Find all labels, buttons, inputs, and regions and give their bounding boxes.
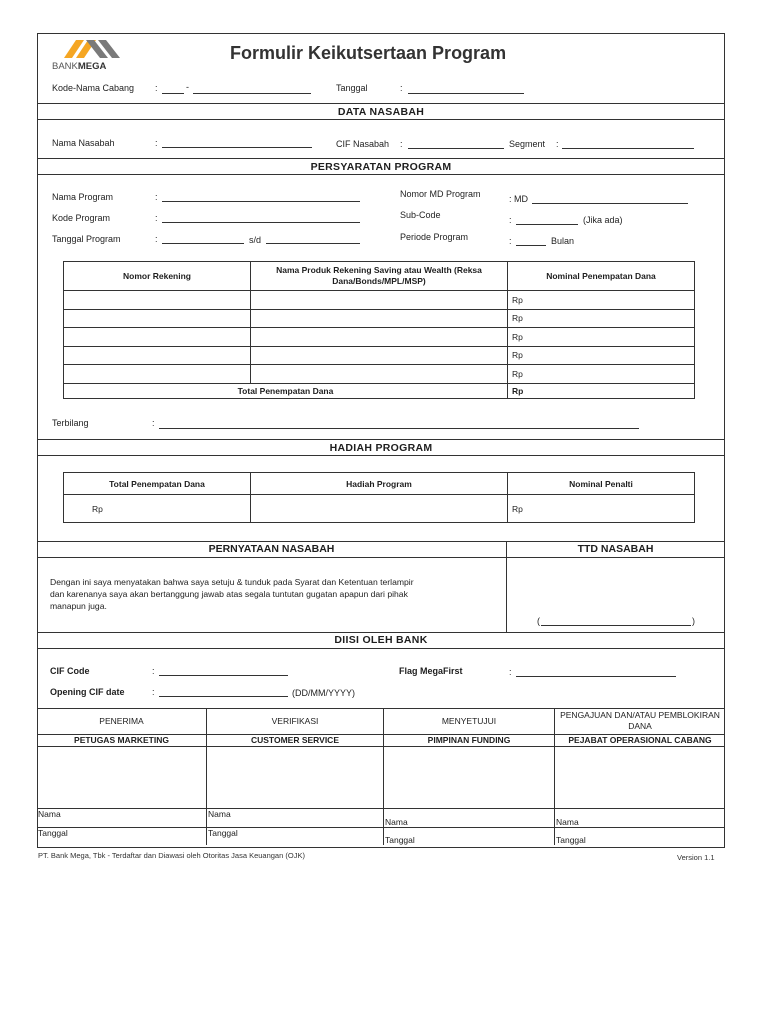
officer-operational: PEJABAT OPERASIONAL CABANG — [555, 734, 726, 746]
md-prefix: : MD — [509, 194, 528, 204]
account-cell[interactable] — [64, 346, 251, 365]
col-account-number: Nomor Rekening — [64, 262, 251, 291]
period-field[interactable] — [516, 245, 546, 246]
program-code-colon: : — [155, 213, 158, 223]
header-date-colon: : — [400, 83, 403, 93]
divider — [37, 119, 725, 120]
flag-megafirst-label: Flag MegaFirst — [399, 666, 463, 676]
accounts-table-header — [64, 262, 695, 291]
signature-box[interactable] — [37, 746, 207, 808]
amount-cell[interactable]: Rp — [508, 346, 695, 365]
date-cell[interactable]: Tanggal — [207, 827, 384, 845]
officer-marketing: PETUGAS MARKETING — [37, 734, 207, 746]
cif-code-label: CIF Code — [50, 666, 90, 676]
program-name-label: Nama Program — [52, 192, 114, 202]
program-code-field[interactable] — [162, 222, 360, 223]
role-penerima: PENERIMA — [37, 709, 207, 734]
table-row — [64, 346, 695, 365]
divider — [37, 439, 725, 440]
branch-name-field[interactable] — [193, 93, 311, 94]
table-row — [64, 291, 695, 310]
subcode-note: (Jika ada) — [583, 215, 623, 225]
col-total-placement: Total Penempatan Dana — [64, 473, 251, 495]
signature-box[interactable] — [384, 746, 555, 808]
section-pernyataan: PERNYATAAN NASABAH — [208, 543, 335, 555]
name-cell[interactable]: Nama — [37, 808, 207, 827]
account-cell[interactable] — [64, 309, 251, 328]
header-date-label: Tanggal — [336, 83, 368, 93]
prize-table-header — [64, 473, 695, 495]
customer-signature-field[interactable] — [541, 625, 691, 626]
period-label: Periode Program — [400, 232, 469, 242]
penalty-cell[interactable]: Rp — [508, 495, 695, 523]
product-cell[interactable] — [251, 291, 508, 310]
section-persyaratan: PERSYARATAN PROGRAM — [310, 161, 452, 173]
program-date-label: Tanggal Program — [52, 234, 121, 244]
divider — [37, 174, 725, 175]
approval-roles-row — [37, 709, 725, 734]
amount-cell[interactable]: Rp — [508, 291, 695, 310]
name-cell[interactable]: Nama — [555, 808, 726, 827]
account-cell[interactable] — [64, 365, 251, 384]
table-row — [64, 328, 695, 347]
divider — [37, 648, 725, 649]
name-cell[interactable]: Nama — [384, 808, 555, 827]
bank-mega-logo — [52, 38, 132, 74]
officer-funding: PIMPINAN FUNDING — [384, 734, 555, 746]
date-cell[interactable]: Tanggal — [37, 827, 207, 845]
section-ttd: TTD NASABAH — [577, 543, 654, 555]
page-title: Formulir Keikutsertaan Program — [230, 43, 507, 63]
total-row — [64, 383, 695, 398]
statement-line-2: dan karenanya saya akan bertanggung jawab atas segala tuntutan gugatan apapun dari pihak — [50, 589, 408, 599]
officer-cs: CUSTOMER SERVICE — [207, 734, 384, 746]
program-date-colon: : — [155, 234, 158, 244]
customer-name-label: Nama Nasabah — [52, 138, 115, 148]
accounts-table — [63, 261, 695, 399]
subcode-colon: : — [509, 215, 512, 225]
product-cell[interactable] — [251, 365, 508, 384]
amount-cell[interactable]: Rp — [508, 309, 695, 328]
amount-cell[interactable]: Rp — [508, 328, 695, 347]
terbilang-field[interactable] — [159, 428, 639, 429]
account-cell[interactable] — [64, 328, 251, 347]
role-pengajuan: PENGAJUAN DAN/ATAU PEMBLOKIRAN DANA — [555, 709, 726, 734]
opening-date-field[interactable] — [159, 696, 288, 697]
opening-date-label: Opening CIF date — [50, 687, 125, 697]
section-hadiah: HADIAH PROGRAM — [329, 442, 433, 454]
approval-signature-row — [37, 746, 725, 808]
col-placement-amount: Nominal Penempatan Dana — [508, 262, 695, 291]
segment-label: Segment — [509, 139, 546, 149]
role-menyetujui: MENYETUJUI — [384, 709, 555, 734]
program-date-sd: s/d — [249, 235, 262, 245]
flag-megafirst-field[interactable] — [516, 676, 676, 677]
col-penalty: Nominal Penalti — [508, 473, 695, 495]
program-name-colon: : — [155, 192, 158, 202]
section-data-nasabah: DATA NASABAH — [337, 106, 425, 118]
divider — [37, 632, 725, 633]
sign-open: ( — [537, 616, 540, 626]
divider — [37, 158, 725, 159]
total-placement-cell[interactable]: Rp — [64, 495, 251, 523]
bank-mega-logo-icon — [62, 38, 132, 60]
brand-mega-text: MEGA — [77, 61, 107, 72]
ttd-divider — [506, 541, 507, 632]
branch-label: Kode-Nama Cabang — [52, 83, 135, 93]
statement-line-1: Dengan ini saya menyatakan bahwa saya setuju & tunduk pada Syarat dan Ketentuan terlampir — [50, 577, 414, 587]
program-code-label: Kode Program — [52, 213, 111, 223]
statement-line-3: manapun juga. — [50, 601, 107, 611]
date-cell[interactable]: Tanggal — [384, 827, 555, 845]
date-format-hint: (DD/MM/YYYY) — [292, 688, 355, 698]
table-row — [64, 495, 695, 523]
total-label: Total Penempatan Dana — [64, 383, 508, 398]
period-colon: : — [509, 236, 512, 246]
terbilang-label: Terbilang — [52, 418, 89, 428]
header-date-field[interactable] — [408, 93, 524, 94]
program-name-field[interactable] — [162, 201, 360, 202]
footer-text: PT. Bank Mega, Tbk - Terdaftar dan Diawasi oleh Otoritas Jasa Keuangan (OJK) — [38, 851, 305, 860]
table-row — [64, 309, 695, 328]
program-date-from-field[interactable] — [162, 243, 244, 244]
branch-dash: - — [186, 82, 189, 92]
segment-colon: : — [556, 139, 559, 149]
opening-date-colon: : — [152, 687, 155, 697]
flag-megafirst-colon: : — [509, 667, 512, 677]
product-cell[interactable] — [251, 328, 508, 347]
col-product-name: Nama Produk Rekening Saving atau Wealth (Reksa Dana/Bonds/MPL/MSP) — [251, 262, 508, 291]
customer-name-field[interactable] — [162, 147, 312, 148]
section-bank: DIISI OLEH BANK — [334, 634, 428, 646]
table-row — [64, 365, 695, 384]
segment-field[interactable] — [562, 148, 694, 149]
brand-bank-text: BANK — [52, 61, 78, 72]
subcode-field[interactable] — [516, 224, 578, 225]
col-prize: Hadiah Program — [251, 473, 508, 495]
terbilang-colon: : — [152, 418, 155, 428]
approval-name-row — [37, 808, 725, 827]
prize-table — [63, 472, 695, 523]
name-cell[interactable]: Nama — [207, 808, 384, 827]
approval-officers-row — [37, 734, 725, 746]
customer-name-colon: : — [155, 138, 158, 148]
account-cell[interactable] — [64, 291, 251, 310]
program-date-to-field[interactable] — [266, 243, 360, 244]
subcode-label: Sub-Code — [400, 210, 441, 220]
signature-box[interactable] — [555, 746, 726, 808]
date-cell[interactable]: Tanggal — [555, 827, 726, 845]
approval-date-row — [37, 827, 725, 845]
cif-code-field[interactable] — [159, 675, 288, 676]
branch-code-field[interactable] — [162, 93, 184, 94]
divider — [37, 541, 725, 542]
version-label: Version 1.1 — [677, 853, 715, 862]
md-label: Nomor MD Program — [400, 189, 481, 199]
divider — [37, 455, 725, 456]
cif-code-colon: : — [152, 666, 155, 676]
signature-box[interactable] — [207, 746, 384, 808]
approval-table — [37, 709, 725, 845]
product-cell[interactable] — [251, 346, 508, 365]
total-amount-cell[interactable]: Rp — [508, 383, 695, 398]
statement-text — [50, 576, 500, 612]
cif-field[interactable] — [408, 148, 504, 149]
prize-cell[interactable] — [251, 495, 508, 523]
cif-colon: : — [400, 139, 403, 149]
divider — [37, 557, 725, 558]
role-verifikasi: VERIFIKASI — [207, 709, 384, 734]
amount-cell[interactable]: Rp — [508, 365, 695, 384]
period-unit: Bulan — [551, 236, 575, 246]
branch-colon: : — [155, 83, 158, 93]
product-cell[interactable] — [251, 309, 508, 328]
cif-label: CIF Nasabah — [336, 139, 390, 149]
md-field[interactable] — [532, 203, 688, 204]
divider — [37, 103, 725, 104]
sign-close: ) — [692, 616, 695, 626]
